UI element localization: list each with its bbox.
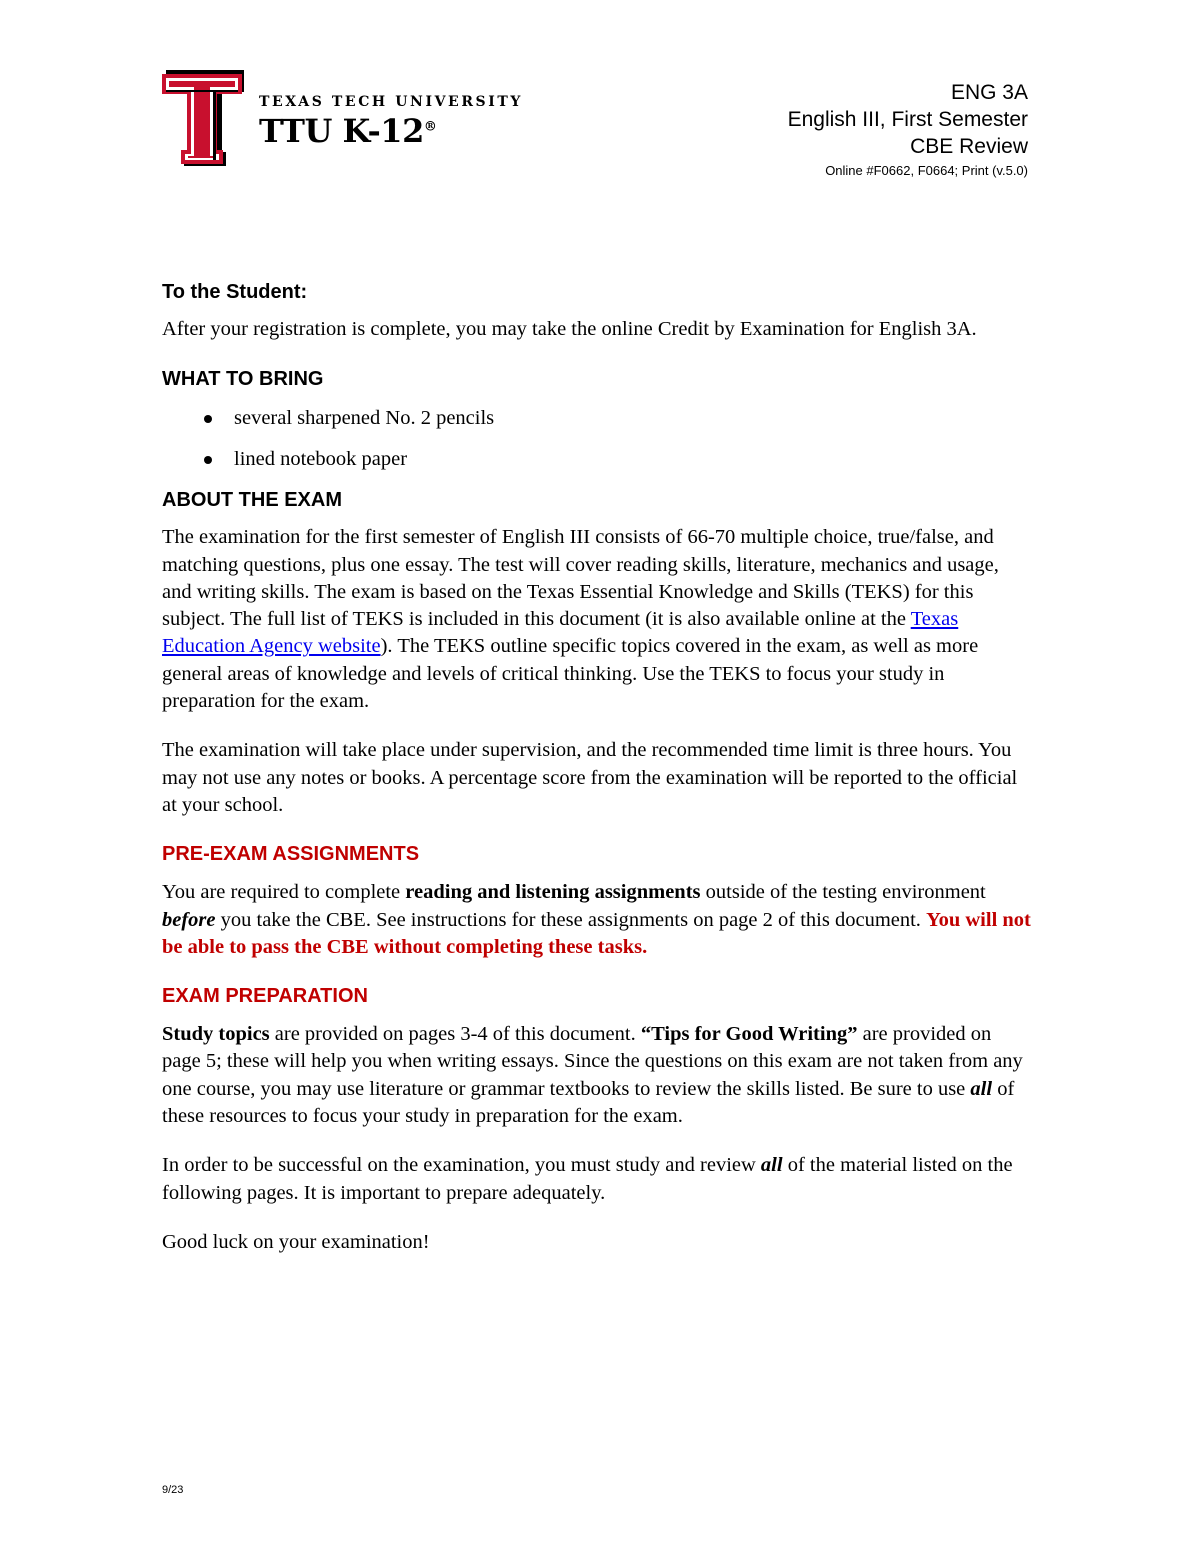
prep-paragraph-2 — [162, 1152, 1032, 1207]
footer-date: 9/23 — [162, 1484, 184, 1496]
about-text-a: The examination for the first semester of English III consists of 66-70 multiple choice, true/false, and matching questions, plus one essay. The test will cover reading skills, literature, mechanics and usage, and writing skills. The exam is based on the Texas Essential Knowledge and Skills (TEKS) for this subject. The full list of TEKS is included in this document (it is also available online at the — [162, 526, 999, 631]
course-title: English III, First Semester — [787, 108, 1028, 131]
list-item-text: several sharpened No. 2 pencils — [234, 407, 495, 430]
pre-exam-text-1: You are required to complete — [162, 881, 406, 904]
to-student-heading: To the Student: — [162, 281, 308, 303]
about-exam-heading: ABOUT THE EXAM — [162, 489, 342, 512]
document-type: CBE Review — [910, 135, 1028, 158]
ttu-logo — [162, 70, 524, 170]
about-paragraph-2: The examination will take place under supervision, and the recommended time limit is three hours. You may not use any notes or books. A percentage score from the examination will be reported to the official at your school. — [162, 739, 1018, 816]
pre-exam-bold-assignments: reading and listening assignments — [405, 881, 701, 904]
program-name — [259, 112, 436, 150]
pre-exam-text-5: you take the CBE. See instructions for these assignments on page 2 of this document. — [215, 908, 927, 931]
prep-text-b: are provided on pages 3-4 of this document. — [269, 1023, 641, 1046]
prep2-text-a: In order to be successful on the examination, you must study and review — [162, 1154, 761, 1177]
pre-exam-text-3: outside of the testing environment — [700, 881, 986, 904]
exam-prep-heading: EXAM PREPARATION — [162, 985, 368, 1008]
pre-exam-warning: You will not be able to pass the CBE without completing these tasks. — [162, 908, 1031, 958]
tea-website-link[interactable]: Texas Education Agency website — [162, 608, 959, 658]
prep2-text-c: of the material listed on the following pages. It is important to prepare adequately. — [162, 1154, 1013, 1204]
good-luck-text: Good luck on your examination! — [162, 1230, 430, 1253]
prep2-all-emphasis: all — [760, 1154, 783, 1177]
course-info — [788, 80, 1028, 182]
prep-text-f: of these resources to focus your study in preparation for the exam. — [162, 1077, 1015, 1128]
list-item-text: lined notebook paper — [234, 448, 408, 471]
program-label: TTU K-12 — [259, 112, 424, 150]
course-code: ENG 3A — [950, 81, 1028, 104]
tips-title-bold: “Tips for Good Writing” — [640, 1023, 858, 1046]
prep-all-emphasis: all — [970, 1077, 993, 1100]
about-paragraph-1 — [162, 524, 1032, 715]
pre-exam-heading: PRE-EXAM ASSIGNMENTS — [162, 843, 420, 866]
trademark-symbol: ® — [423, 119, 437, 135]
list-item — [162, 405, 1032, 432]
to-student-text: After your registration is complete, you may take the online Credit by Examination for English 3A. — [162, 318, 977, 340]
prep-text-d: are provided on page 5; these will help you when writing essays. Since the questions on this exam are not taken from any one course, you may use literature or grammar textbooks to review the skills listed. Be sure to use — [162, 1023, 1023, 1100]
list-item — [162, 446, 1032, 473]
university-name: TEXAS TECH UNIVERSITY — [259, 94, 524, 110]
document-body — [162, 279, 1032, 1256]
prep-paragraph-1 — [162, 1021, 1032, 1130]
pre-exam-text — [162, 879, 1032, 961]
bullet-icon — [204, 456, 212, 464]
pre-exam-before: before — [162, 908, 216, 931]
about-text-b: ). The TEKS outline specific topics covered in the exam, as well as more general areas of knowledge and levels of critical thinking. Use the TEKS to focus your study in preparation for the exam. — [162, 635, 979, 713]
double-t-logo-icon — [162, 70, 246, 168]
version-info: Online #F0662, F0664; Print (v.5.0) — [825, 163, 1028, 178]
study-topics-bold: Study topics — [162, 1023, 270, 1046]
bullet-icon — [204, 415, 212, 423]
what-to-bring-heading: WHAT TO BRING — [162, 368, 324, 391]
bring-list — [162, 405, 1032, 473]
